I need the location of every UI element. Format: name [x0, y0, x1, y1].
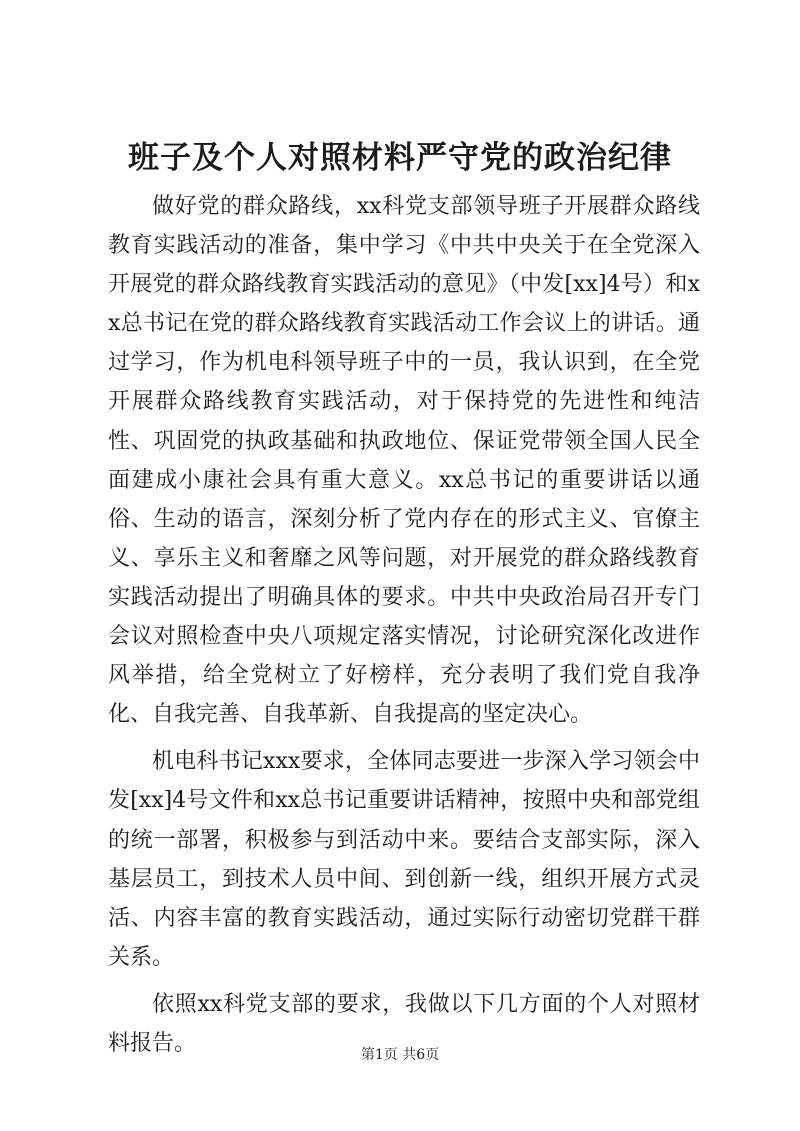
paragraph: 依照xx科党支部的要求，我做以下几方面的个人对照材料报告。	[108, 991, 700, 1056]
document-title: 班子及个人对照材料严守党的政治纪律	[128, 140, 672, 176]
paragraph: 机电科书记xxx要求，全体同志要进一步深入学习领会中发[xx]4号文件和xx总书记重要讲话精神，按照中央和部党组的统一部署，积极参与到活动中来。要结合支部实际，深入基层员工，到技术人员中间、到创新一线，组织开展方式灵活、内容丰富的教育实践活动，通过实际行动密切党群干群关系。	[108, 749, 700, 970]
paragraph: 做好党的群众路线，xx科党支部领导班子开展群众路线教育实践活动的准备，集中学习《中共中央关于在全党深入开展党的群众路线教育实践活动的意见》（中发[xx]4号）和xx总书记在党的群众路线教育实践活动工作会议上的讲话。通过学习，作为机电科领导班子中的一员，我认识到，在全党开展群众路线教育实践活动，对于保持党的先进性和纯洁性、巩固党的执政基础和执政地位、保证党带领全国人民全面建成小康社会具有重大意义。xx总书记的重要讲话以通俗、生动的语言，深刻分析了党内存在的形式主义、官僚主义、享乐主义和奢靡之风等问题，对开展党的群众路线教育实践活动提出了明确具体的要求。中共中央政治局召开专门会议对照检查中央八项规定落实情况，讨论研究深化改进作风举措，给全党树立了好榜样，充分表明了我们党自我净化、自我完善、自我革新、自我提高的坚定决心。	[108, 194, 700, 728]
page-footer: 第1页 共6页	[360, 1047, 440, 1063]
document-body	[108, 187, 700, 1063]
